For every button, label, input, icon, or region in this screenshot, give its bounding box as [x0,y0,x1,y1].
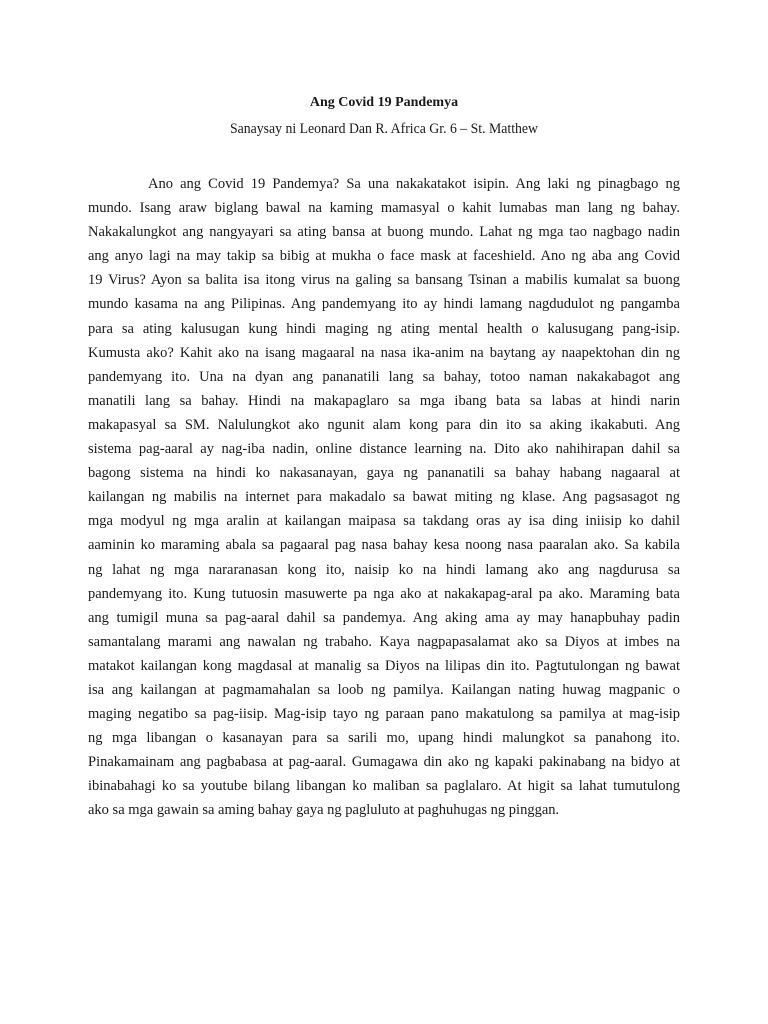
essay-line-text: samantalang marami ang nawalan ng trabaho. Kaya nagpapasalamat ako sa Diyos at imbes na [88,633,680,650]
essay-line [88,437,680,461]
essay-line [88,317,680,341]
essay-line [88,172,680,196]
essay-line [88,582,680,606]
essay-line-text: aaminin ko maraming abala sa pagaaral pag nasa bahay kesa noong nasa paaralan ako. Sa kabila [88,537,680,554]
essay-line [88,461,680,485]
essay-line [88,196,680,220]
essay-line-text: Pinakamainam ang pagbabasa at pag-aaral. Gumagawa din ako ng kapaki pakinabang na bidyo at [88,754,680,771]
essay-line [88,678,680,702]
essay-line [88,533,680,557]
essay-line-text: makapasyal sa SM. Nalulungkot ako ngunit alam kong para din ito sa aking ikakabuti. Ang [88,416,680,433]
essay-line [88,750,680,774]
essay-line-text: manatili lang sa bahay. Hindi na makapaglaro sa mga ibang bata sa labas at hindi narin [88,392,680,409]
essay-line [88,413,680,437]
essay-line [88,341,680,365]
essay-line-text: Nakakalungkot ang nangyayari sa ating bansa at buong mundo. Lahat ng mga tao nagbago nadin [88,224,680,241]
essay-line-text: matakot kailangan kong magdasal at manalig sa Diyos na lilipas din ito. Pagtutulongan ng bawat [88,657,680,674]
essay-line-text: maging negatibo sa pag-iisip. Mag-isip tayo ng paraan pano makatulong sa pamilya at mag-isip [88,706,680,723]
essay-line [88,654,680,678]
essay-line-text: kailangan ng mabilis na internet para makadalo sa bawat miting ng klase. Ang pagsasagot ng [88,489,680,506]
essay-line-text: sistema pag-aaral ay nag-iba nadin, online distance learning na. Dito ako nahihirapan dahil sa [88,441,680,458]
essay-line [88,292,680,316]
essay-line [88,509,680,533]
essay-line [88,389,680,413]
essay-line [88,268,680,292]
essay-line-text: Kumusta ako? Kahit ako na isang magaaral na nasa ika-anim na baytang ay naapektohan din ng [88,344,680,361]
essay-line [88,726,680,750]
essay-line-text: ang anyo lagi na may takip sa bibig at mukha o face mask at faceshield. Ano ng aba ang Covid [88,248,680,265]
essay-line [88,558,680,582]
essay-line [88,702,680,726]
essay-line [88,365,680,389]
essay-line [88,774,680,798]
essay-line-text: ibinabahagi ko sa youtube bilang libangan ko maliban sa paglalaro. At higit sa lahat tumutulong [88,778,680,795]
essay-line-text: mga modyul ng mga aralin at kailangan maipasa sa takdang oras ay isa ding iniisip ko dahil [88,513,680,530]
essay-line [88,630,680,654]
essay-line-text: mundo. Isang araw biglang bawal na kaming mamasyal o kahit lumabas man lang ng bahay. [88,200,680,217]
essay-line [88,244,680,268]
essay-line-text: ang tumigil muna sa pag-aaral dahil sa pandemya. Ang aking ama ay may hanapbuhay padin [88,609,680,626]
essay-line [88,606,680,630]
essay-line-text: pandemyang ito. Kung tutuosin masuwerte pa nga ako at nakakapag-aral pa ako. Maraming bata [88,585,680,602]
essay-line [88,798,680,822]
essay-line-text: para sa ating kalusugan kung hindi maging ng ating mental health o kalusugang pang-isip. [88,320,680,337]
essay-line-text: pandemyang ito. Una na dyan ang pananatili lang sa bahay, totoo naman nakakabagot ang [88,368,680,385]
essay-line-text: 19 Virus? Ayon sa balita isa itong virus na galing sa bansang Tsinan a mabilis kumalat sa buong [88,272,680,289]
essay-line-text: Ano ang Covid 19 Pandemya? Sa una nakakatakot isipin. Ang laki ng pinagbago ng [148,176,680,192]
essay-line-text: ako sa mga gawain sa aming bahay gaya ng pagluluto at paghuhugas ng pinggan. [88,802,560,819]
document-subtitle: Sanaysay ni Leonard Dan R. Africa Gr. 6 – St. Matthew [230,121,538,137]
essay-line-text: ng lahat ng mga nararanasan kong ito, naisip ko na hindi lamang ako ang nagdurusa sa [88,561,680,578]
essay-line-text: bagong sistema na hindi ko nakasanayan, gaya ng pananatili sa bahay habang nagaaral at [88,465,680,482]
essay-line-text: mundo kasama na ang Pilipinas. Ang pandemyang ito ay hindi lamang nagdudulot ng pangamba [88,296,680,313]
essay-line [88,485,680,509]
essay-line-text: isa ang kailangan at pagmamahalan sa loob ng pamilya. Kailangan nating huwag magpanic o [88,681,680,698]
essay-line [88,220,680,244]
essay-body [88,172,680,823]
document-title: Ang Covid 19 Pandemya [309,95,459,110]
essay-line-text: ng mga libangan o kasanayan para sa sarili mo, upang hindi malungkot sa panahong ito. [88,730,680,747]
